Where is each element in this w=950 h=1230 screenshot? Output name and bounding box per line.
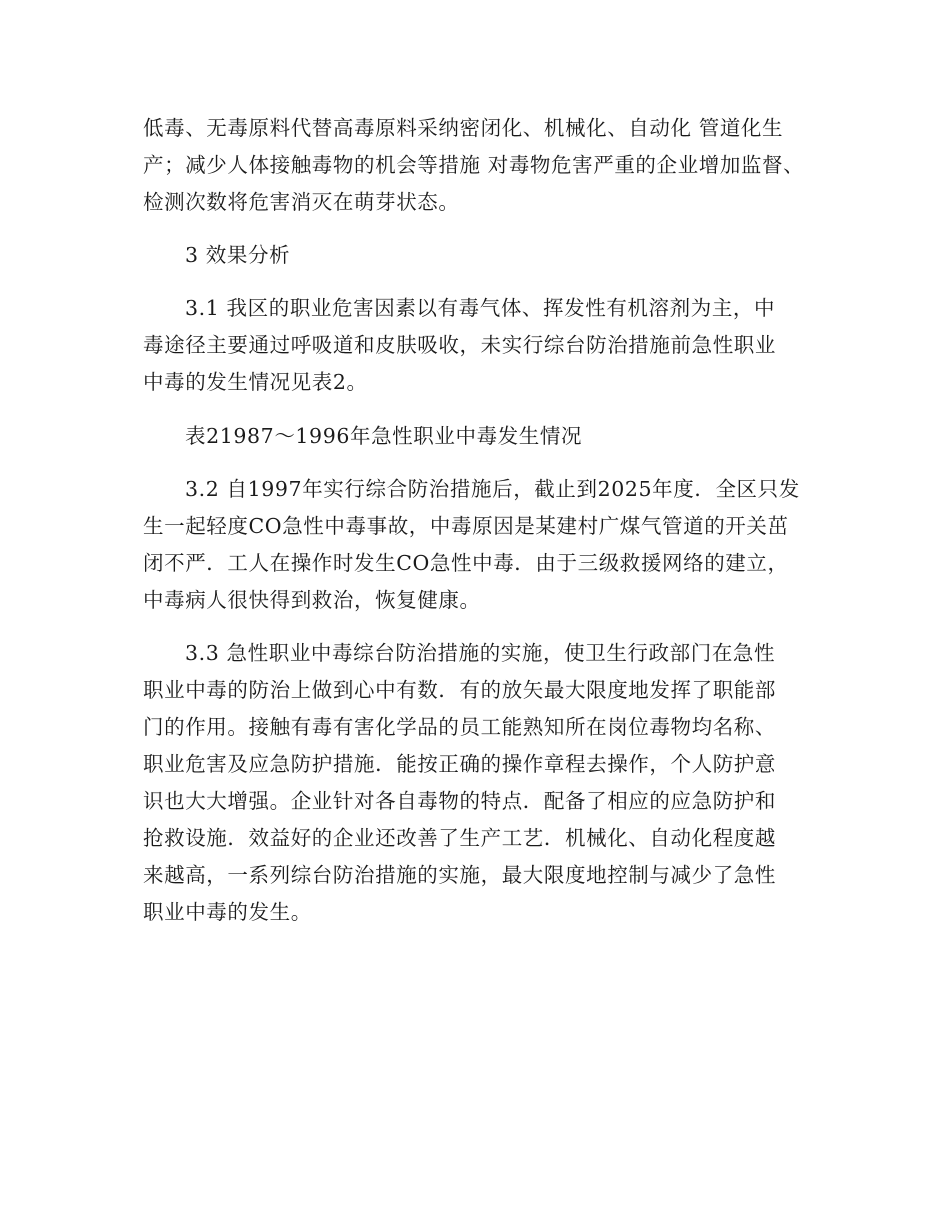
- section-heading: 3 效果分析: [185, 243, 291, 267]
- p31-line-3: 中毒的发生情况见表2。: [143, 370, 368, 394]
- table-caption: 表21987～1996年急性职业中毒发生情况: [185, 424, 583, 448]
- p32-line-1: 3.2 自1997年实行综合防治措施后，截止到2025年度．全区只发: [185, 477, 800, 501]
- p33-line-7: 来越高，一系列综台防治措施的实施，最大限度地控制与减少了急性: [143, 863, 776, 887]
- p32-line-2: 生一起轻度CO急性中毒事故，中毒原因是某建村广煤气管道的开关茁: [143, 514, 789, 538]
- p31-line-1: 3.1 我区的职业危害因素以有毒气体、挥发性有机溶剂为主，中: [185, 296, 776, 320]
- p32-line-4: 中毒病人很快得到救治，恢复健康。: [143, 588, 481, 612]
- p31-line-2: 毒途径主要通过呼吸道和皮肤吸收，未实行综台防治措施前急性职业: [143, 333, 776, 357]
- p33-line-3: 门的作用。接触有毒有害化学品的员工能熟知所在岗位毒物均名称、: [143, 715, 776, 739]
- p33-line-1: 3.3 急性职业中毒综台防治措施的实施，使卫生行政部门在急性: [185, 641, 776, 665]
- p33-line-8: 职业中毒的发生。: [143, 900, 312, 924]
- intro-line-3: 检测次数将危害消灭在萌芽状态。: [143, 190, 460, 214]
- p33-line-2: 职业中毒的防治上做到心中有数．有的放矢最大限度地发挥了职能部: [143, 678, 776, 702]
- p33-line-6: 抢救设施．效益好的企业还改善了生产工艺．机械化、自动化程度越: [143, 826, 776, 850]
- p32-line-3: 闭不严．工人在操作时发生CO急性中毒．由于三级救援网络的建立，: [143, 551, 789, 575]
- p33-line-4: 职业危害及应急防护措施．能按正确的操作章程去操作，个人防护意: [143, 752, 776, 776]
- p33-line-5: 识也大大增强。企业针对各自毒物的特点．配备了相应的应急防护和: [143, 789, 776, 813]
- intro-line-2: 产；减少人体接触毒物的机会等措施 对毒物危害严重的企业增加监督、: [143, 153, 805, 177]
- intro-line-1: 低毒、无毒原料代替高毒原料采纳密闭化、机械化、自动化 管道化生: [143, 116, 784, 140]
